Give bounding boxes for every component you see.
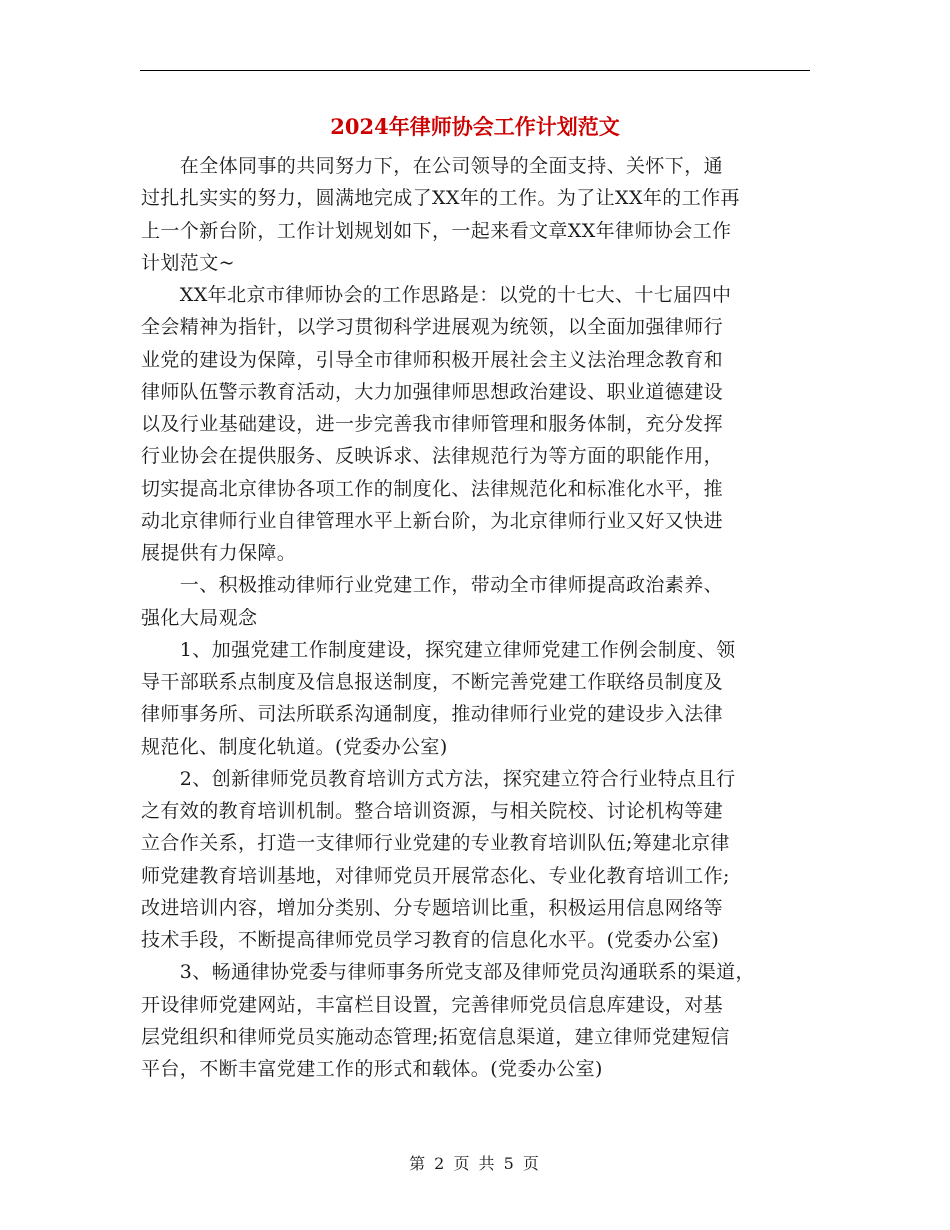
page-number: 第 2 页 共 5 页	[409, 1154, 541, 1173]
text-line: XX年北京市律师协会的工作思路是：以党的十七大、十七届四中	[141, 284, 732, 306]
text-line: 在全体同事的共同努力下，在公司领导的全面支持、关怀下，通	[141, 155, 724, 177]
text-line: 平台，不断丰富党建工作的形式和载体。(党委办公室)	[141, 1058, 603, 1080]
text-line: 业党的建设为保障，引导全市律师积极开展社会主义法治理念教育和	[141, 348, 724, 371]
text-line: 技术手段，不断提高律师党员学习教育的信息化水平。(党委办公室)	[141, 929, 720, 951]
text-line: 规范化、制度化轨道。(党委办公室)	[141, 735, 448, 758]
text-line: 导干部联系点制度及信息报送制度，不断完善党建工作联络员制度及	[141, 671, 724, 693]
text-line: 一、积极推动律师行业党建工作，带动全市律师提高政治素养、	[141, 574, 724, 597]
text-line: 律师队伍警示教育活动，大力加强律师思想政治建设、职业道德建设	[141, 380, 724, 403]
text-line: 强化大局观念	[141, 606, 258, 629]
text-line: 3、畅通律协党委与律师事务所党支部及律师党员沟通联系的渠道，	[141, 961, 755, 984]
text-line: 上一个新台阶，工作计划规划如下，一起来看文章XX年律师协会工作	[141, 219, 732, 242]
text-line: 过扎扎实实的努力，圆满地完成了XX年的工作。为了让XX年的工作再	[141, 187, 740, 210]
document-title: 2024年律师协会工作计划范文	[330, 114, 620, 139]
text-line: 计划范文~	[141, 251, 235, 274]
header-rule	[140, 70, 810, 71]
text-line: 改进培训内容，增加分类别、分专题培训比重，积极运用信息网络等	[141, 896, 724, 919]
text-line: 展提供有力保障。	[141, 542, 297, 564]
text-line: 动北京律师行业自律管理水平上新台阶，为北京律师行业又好又快进	[141, 509, 724, 532]
text-line: 1、加强党建工作制度建设，探究建立律师党建工作例会制度、领	[141, 638, 736, 661]
text-line: 律师事务所、司法所联系沟通制度，推动律师行业党的建设步入法律	[141, 703, 724, 726]
text-line: 之有效的教育培训机制。整合培训资源，与相关院校、讨论机构等建	[141, 800, 724, 822]
text-line: 切实提高北京律协各项工作的制度化、法律规范化和标准化水平，推	[141, 477, 724, 500]
text-line: 师党建教育培训基地，对律师党员开展常态化、专业化教育培训工作;	[141, 864, 730, 887]
text-line: 全会精神为指针，以学习贯彻科学进展观为统领，以全面加强律师行	[141, 316, 724, 339]
text-line: 立合作关系，打造一支律师行业党建的专业教育培训队伍;筹建北京律	[141, 832, 730, 855]
text-line: 2、创新律师党员教育培训方式方法，探究建立符合行业特点且行	[141, 767, 736, 790]
text-line: 层党组织和律师党员实施动态管理;拓宽信息渠道，建立律师党建短信	[141, 1025, 730, 1048]
text-line: 开设律师党建网站，丰富栏目设置，完善律师党员信息库建设，对基	[141, 993, 724, 1016]
text-line: 行业协会在提供服务、反映诉求、法律规范行为等方面的职能作用，	[141, 445, 724, 468]
text-line: 以及行业基础建设，进一步完善我市律师管理和服务体制，充分发挥	[141, 413, 724, 435]
